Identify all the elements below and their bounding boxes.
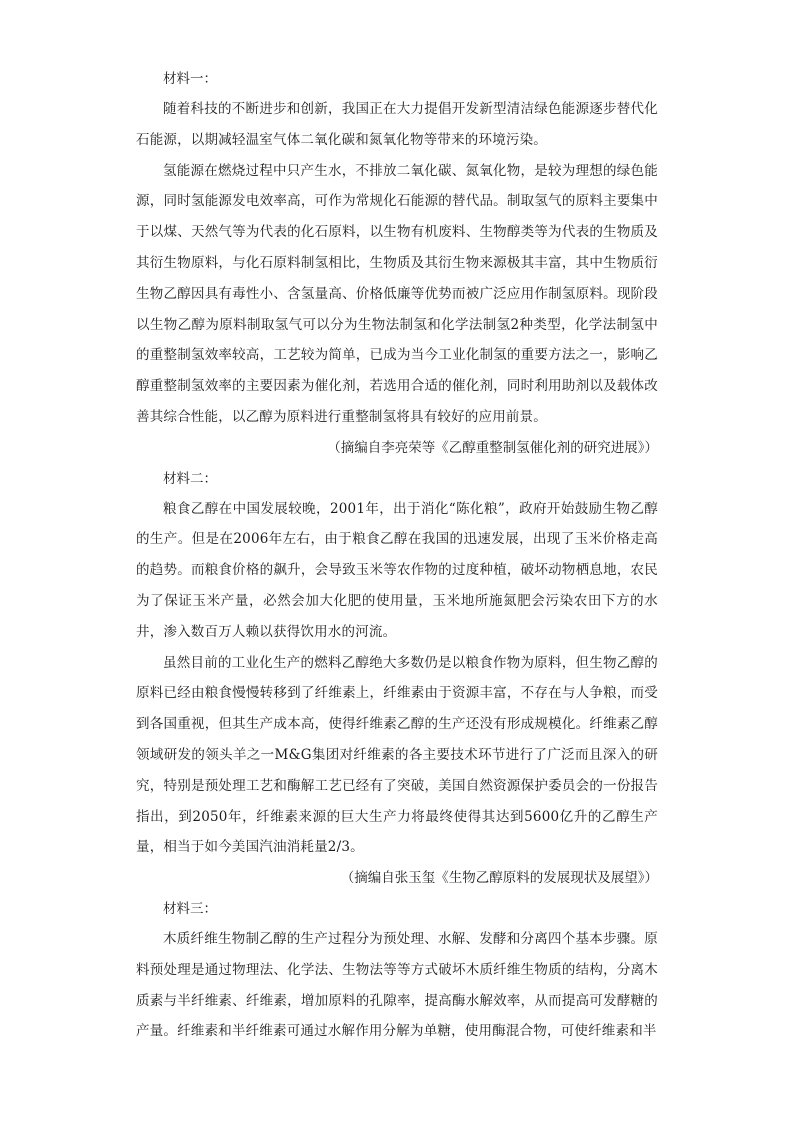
material-2-paragraph-1: 粮食乙醇在中国发展较晚，2001年，出于消化“陈化粮”，政府开始鼓励生物乙醇的生产。但是在2006年左右，由于粮食乙醇在我国的迅速发展，出现了玉米价格走高的趋势。而粮食价格的飙升，会导致玉米等农作物的过度种植，破坏动物栖息地，农民为了保证玉米产量，必然会加大化肥的使用量，玉米地所施氮肥会污染农田下方的水井，渗入数百万人赖以获得饮用水的河流。: [136, 500, 658, 640]
material-1-paragraph-2: 氢能源在燃烧过程中只产生水，不排放二氧化碳、氮氧化物，是较为理想的绿色能源，同时氢能源发电效率高，可作为常规化石能源的替代品。制取氢气的原料主要集中于以煤、天然气等为代表的化石原料，以生物有机废料、生物醇类等为代表的生物质及其衍生物原料，与化石原料制氢相比，生物质及其衍生物来源极其丰富，其中生物质衍生物乙醇因具有毒性小、含氢量高、价格低廉等优势而被广泛应用作制氢原料。现阶段以生物乙醇为原料制取氢气可以分为生物法制氢和化学法制氢2种类型，化学法制氢中的重整制氢效率较高，工艺较为简单，已成为当今工业化制氢的重要方法之一，影响乙醇重整制氢效率的主要因素为催化剂，若选用合适的催化剂，同时利用助剂以及载体改善其综合性能，以乙醇为原料进行重整制氢将具有较好的应用前景。: [136, 162, 658, 425]
material-3-heading: 材料三：: [163, 900, 217, 917]
material-1-heading: 材料一：: [163, 71, 217, 87]
material-2-paragraph-2: 虽然目前的工业化生产的燃料乙醇绝大多数仍是以粮食作物为原料，但生物乙醇的原料已经由粮食慢慢转移到了纤维素上，纤维素由于资源丰富，不存在与人争粮，而受到各国重视，但其生产成本高，使得纤维素乙醇的生产还没有形成规模化。纤维素乙醇领域研发的领头羊之一M&G集团对纤维素的各主要技术环节进行了广泛而且深入的研究，特别是预处理工艺和酶解工艺已经有了突破，美国自然资源保护委员会的一份报告指出，到2050年，纤维素来源的巨大生产力将最终使得其达到5600亿升的乙醇生产量，相当于如今美国汽油消耗量2/3。: [136, 654, 658, 856]
material-1-source: （摘编自李亮荣等《乙醇重整制氢催化剂的研究进展》）: [327, 439, 658, 456]
material-3-paragraph-1: 木质纤维生物制乙醇的生产过程分为预处理、水解、发酵和分离四个基本步骤。原料预处理是通过物理法、化学法、生物法等等方式破坏木质纤维生物质的结构，分离木质素与半纤维素、纤维素，增加原料的孔隙率，提高酶水解效率，从而提高可发酵糖的产量。纤维素和半纤维素可通过水解作用分解为单糖，使用酶混合物，可使纤维素和半: [136, 930, 658, 1040]
material-1-paragraph-1: 随着科技的不断进步和创新，我国正在大力提倡开发新型清洁绿色能源逐步替代化石能源，以期减轻温室气体二氧化碳和氮氧化物等带来的环境污染。: [136, 101, 658, 148]
material-2-source: （摘编自张玉玺《生物乙醇原料的发展现状及展望》）: [340, 870, 658, 887]
material-2-heading: 材料二：: [163, 470, 217, 487]
